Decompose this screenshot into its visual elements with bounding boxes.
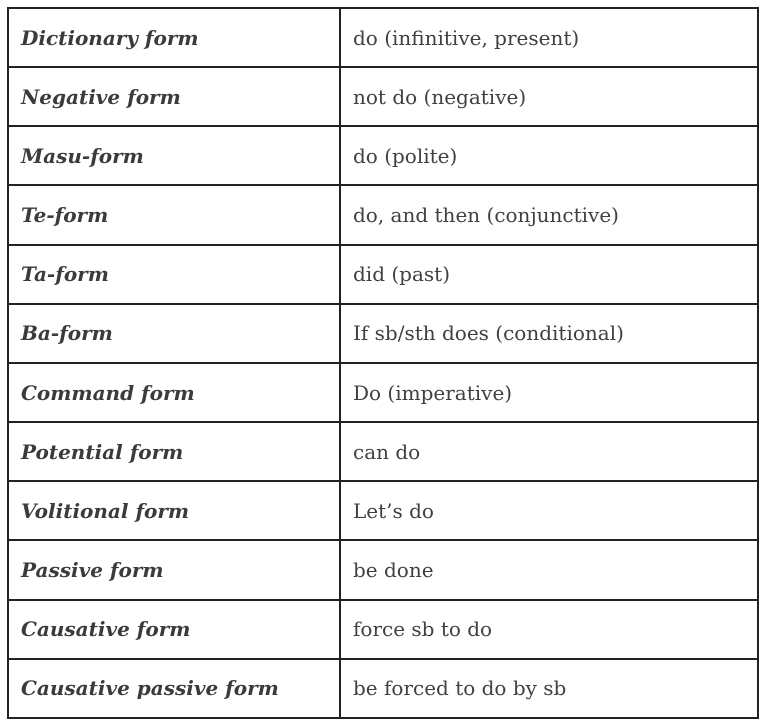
table-row	[8, 600, 758, 659]
form-name-cell: Negative form	[8, 67, 340, 126]
form-name-cell: Dictionary form	[8, 8, 340, 67]
table-row	[8, 304, 758, 363]
form-name-cell: Causative form	[8, 600, 340, 659]
form-meaning-cell: Let’s do	[340, 481, 758, 540]
form-meaning-cell: If sb/sth does (conditional)	[340, 304, 758, 363]
form-meaning-cell: do (polite)	[340, 126, 758, 185]
table-row	[8, 422, 758, 481]
form-meaning-cell: be done	[340, 540, 758, 599]
table-row	[8, 67, 758, 126]
form-name-cell: Passive form	[8, 540, 340, 599]
form-meaning-cell: not do (negative)	[340, 67, 758, 126]
form-meaning-cell: be forced to do by sb	[340, 659, 758, 718]
table-row	[8, 245, 758, 304]
table-row	[8, 481, 758, 540]
table-row	[8, 540, 758, 599]
table-row	[8, 185, 758, 244]
form-name-cell: Volitional form	[8, 481, 340, 540]
form-meaning-cell: did (past)	[340, 245, 758, 304]
form-name-cell: Potential form	[8, 422, 340, 481]
form-meaning-cell: force sb to do	[340, 600, 758, 659]
table-row	[8, 659, 758, 718]
form-name-cell: Masu-form	[8, 126, 340, 185]
form-meaning-cell: can do	[340, 422, 758, 481]
form-meaning-cell: do (infinitive, present)	[340, 8, 758, 67]
form-name-cell: Ba-form	[8, 304, 340, 363]
table-row	[8, 363, 758, 422]
form-meaning-cell: do, and then (conjunctive)	[340, 185, 758, 244]
table-row	[8, 126, 758, 185]
form-name-cell: Ta-form	[8, 245, 340, 304]
form-name-cell: Te-form	[8, 185, 340, 244]
form-name-cell: Causative passive form	[8, 659, 340, 718]
table-row	[8, 8, 758, 67]
verb-forms-table	[7, 7, 759, 719]
form-meaning-cell: Do (imperative)	[340, 363, 758, 422]
form-name-cell: Command form	[8, 363, 340, 422]
